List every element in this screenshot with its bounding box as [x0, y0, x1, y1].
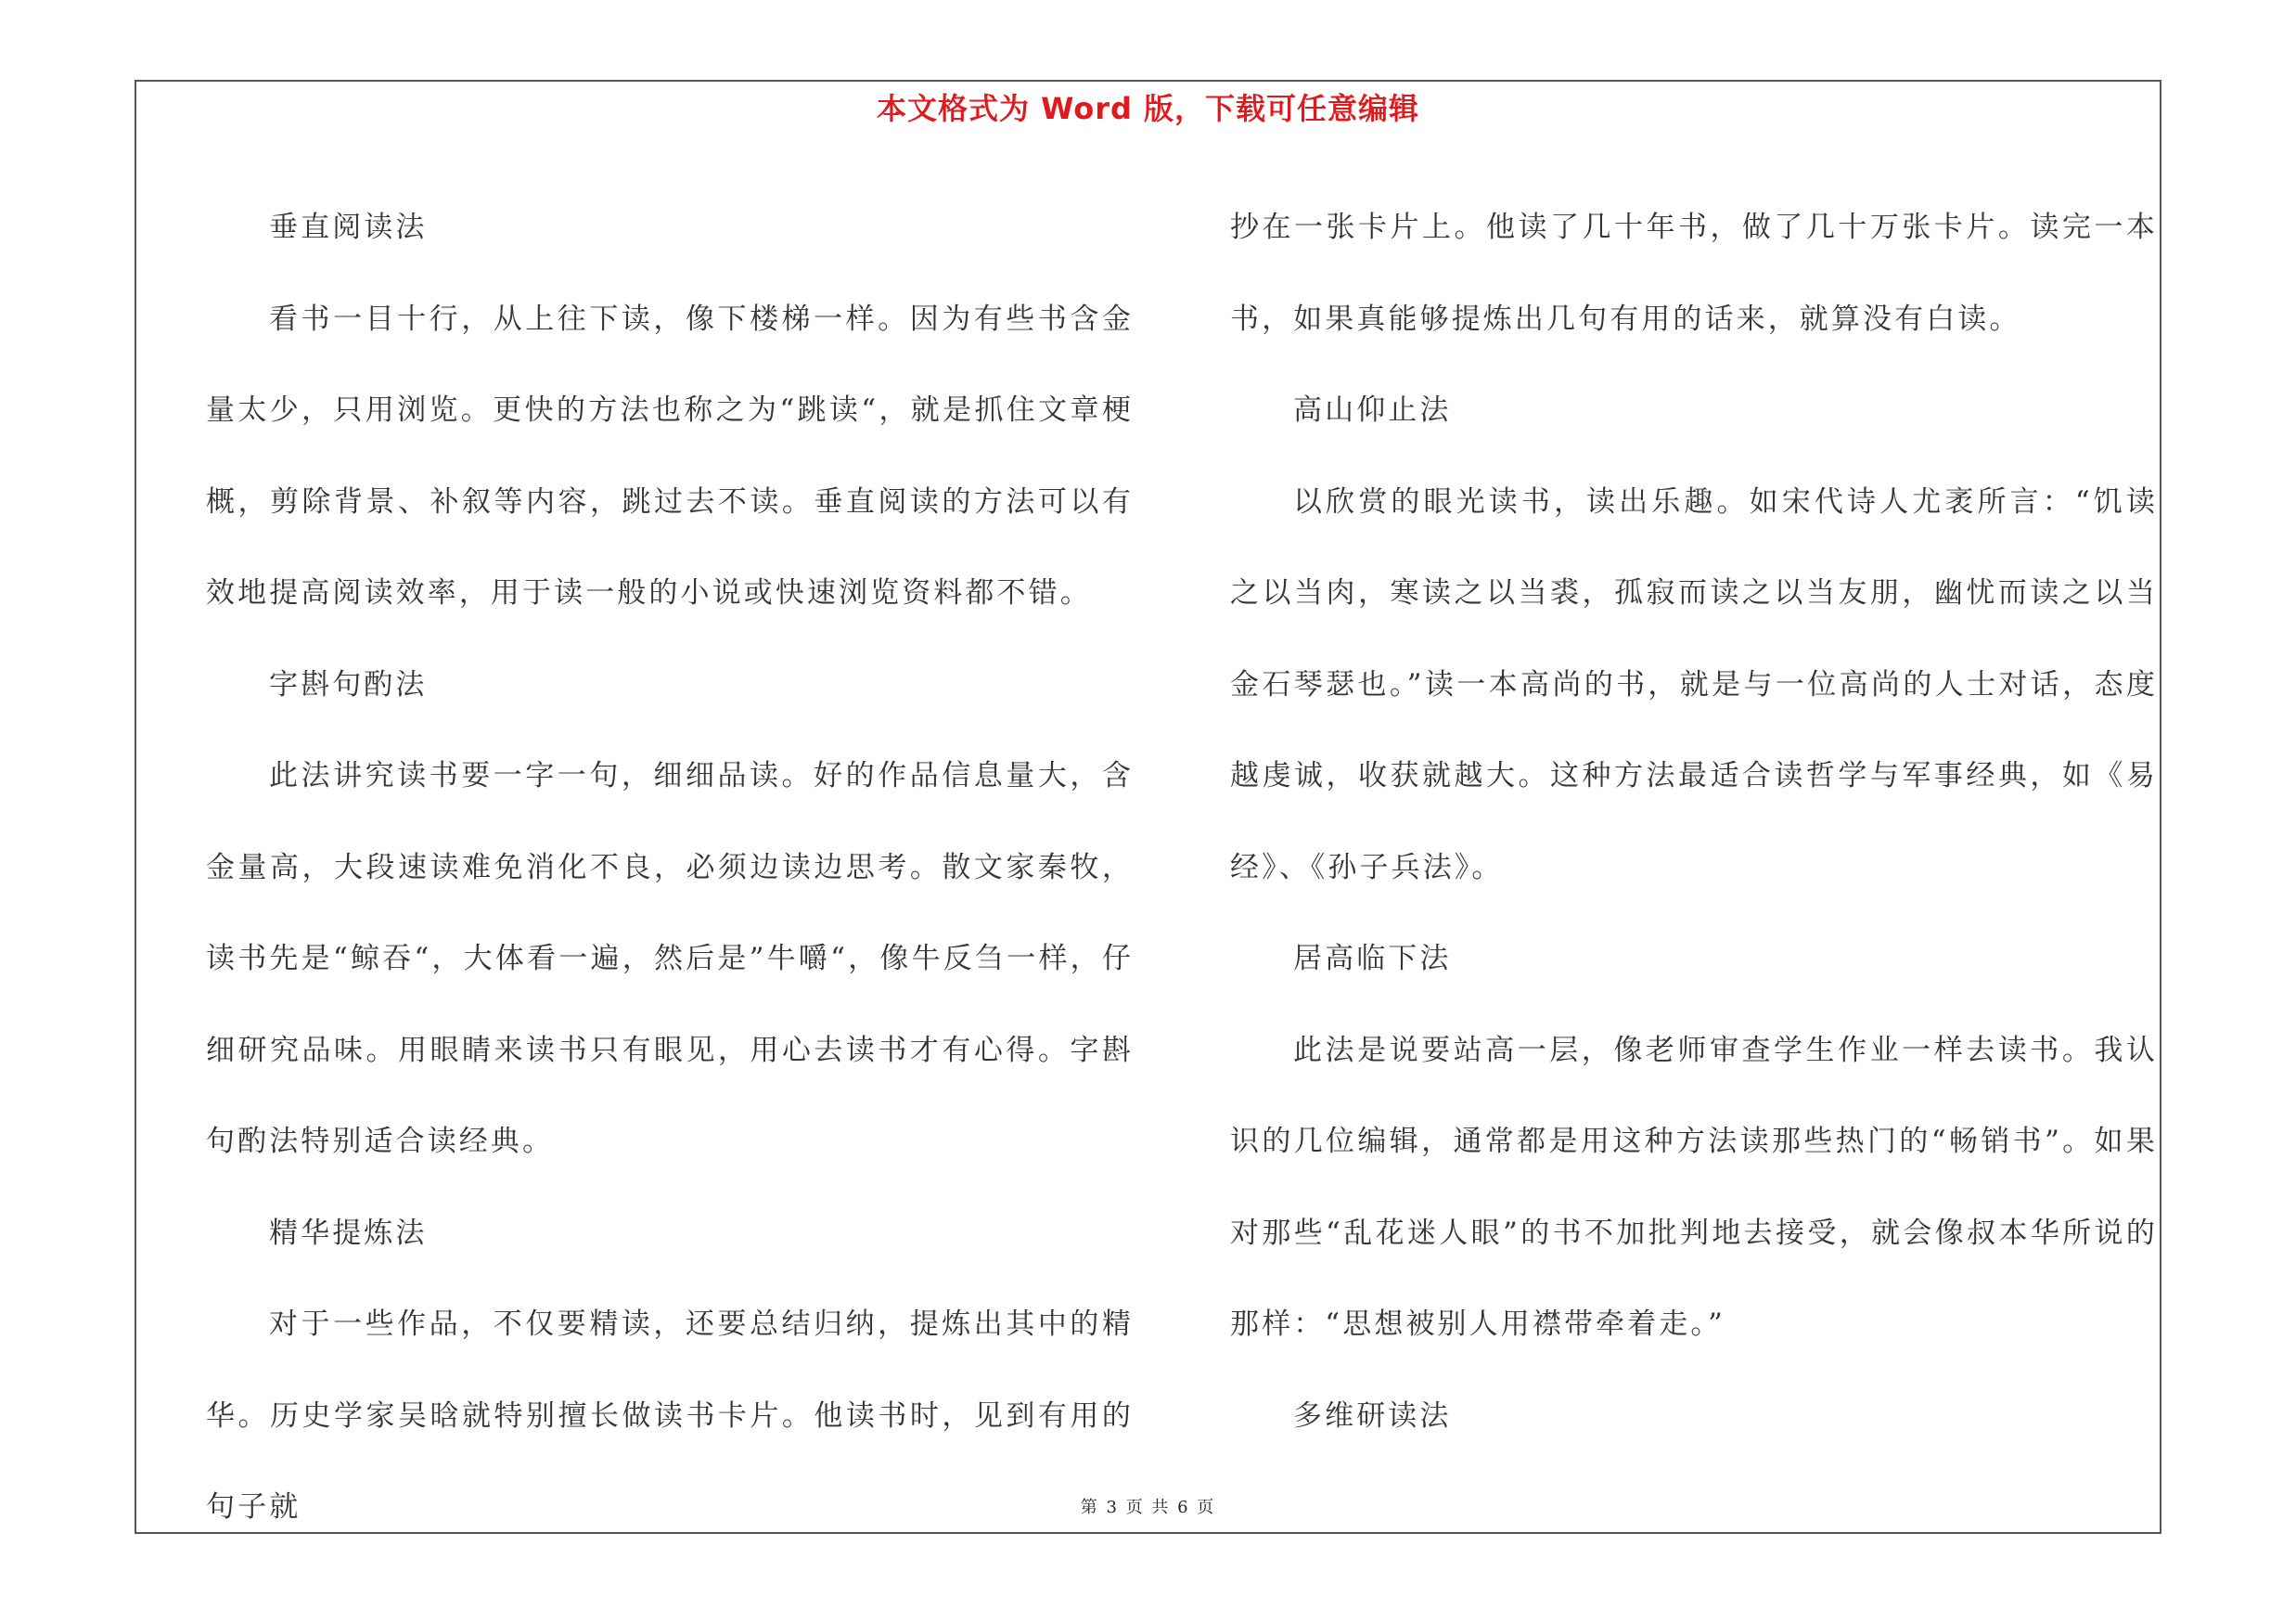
page-number-footer: 第 3 页 共 6 页: [1080, 1498, 1216, 1517]
heading-vertical-reading: 垂直阅读法: [269, 211, 428, 244]
paragraph-admiration: 以欣赏的眼光读书，读出乐趣。如宋代诗人尤袤所言：“饥读之以当肉，寒读之以当裘，孤寂而读之以当友朋，幽忧而读之以当金石琴瑟也。”读一本高尚的书，就是与一位高尚的人士对话，态度越虔诚，收获就越大。这种方法最适合读哲学与军事经典，如《易经》、《孙子兵法》。: [1230, 484, 2158, 884]
left-column: [206, 182, 1134, 1553]
heading-essence-extraction: 精华提炼法: [269, 1216, 428, 1250]
heading-admiration: 高山仰止法: [1293, 393, 1452, 427]
paragraph-essence-continued: 抄在一张卡片上。他读了几十年书，做了几十万张卡片。读完一本书，如果真能够提炼出几句有用的话来，就算没有白读。: [1230, 211, 2158, 336]
paragraph-essence-extraction: 对于一些作品，不仅要精读，还要总结归纳，提炼出其中的精华。历史学家吴晗就特别擅长做读书卡片。他读书时，见到有用的句子就: [206, 1307, 1134, 1524]
paragraph-word-by-word: 此法讲究读书要一字一句，细细品读。好的作品信息量大，含金量高，大段速读难免消化不良，必须边读边思考。散文家秦牧，读书先是“鲸吞“，大体看一遍，然后是”牛嚼“，像牛反刍一样，仔细研究品味。用眼睛来读书只有眼见，用心去读书才有心得。字斟句酌法特别适合读经典。: [206, 759, 1134, 1158]
heading-word-by-word: 字斟句酌法: [269, 667, 428, 702]
word-format-banner: 本文格式为 Word 版，下载可任意编辑: [876, 91, 1420, 126]
heading-top-down: 居高临下法: [1293, 942, 1452, 975]
paragraph-vertical-reading: 看书一目十行，从上往下读，像下楼梯一样。因为有些书含金量太少，只用浏览。更快的方法也称之为“跳读“，就是抓住文章梗概，剪除背景、补叙等内容，跳过去不读。垂直阅读的方法可以有效地提高阅读效率，用于读一般的小说或快速浏览资料都不错。: [206, 302, 1134, 610]
right-column: [1230, 182, 2158, 1462]
heading-multi-dimensional: 多维研读法: [1293, 1398, 1452, 1433]
paragraph-top-down: 此法是说要站高一层，像老师审查学生作业一样去读书。我认识的几位编辑，通常都是用这种方法读那些热门的“畅销书”。如果对那些“乱花迷人眼”的书不加批判地去接受，就会像叔本华所说的那样：“思想被别人用襟带牵着走。”: [1230, 1033, 2158, 1341]
